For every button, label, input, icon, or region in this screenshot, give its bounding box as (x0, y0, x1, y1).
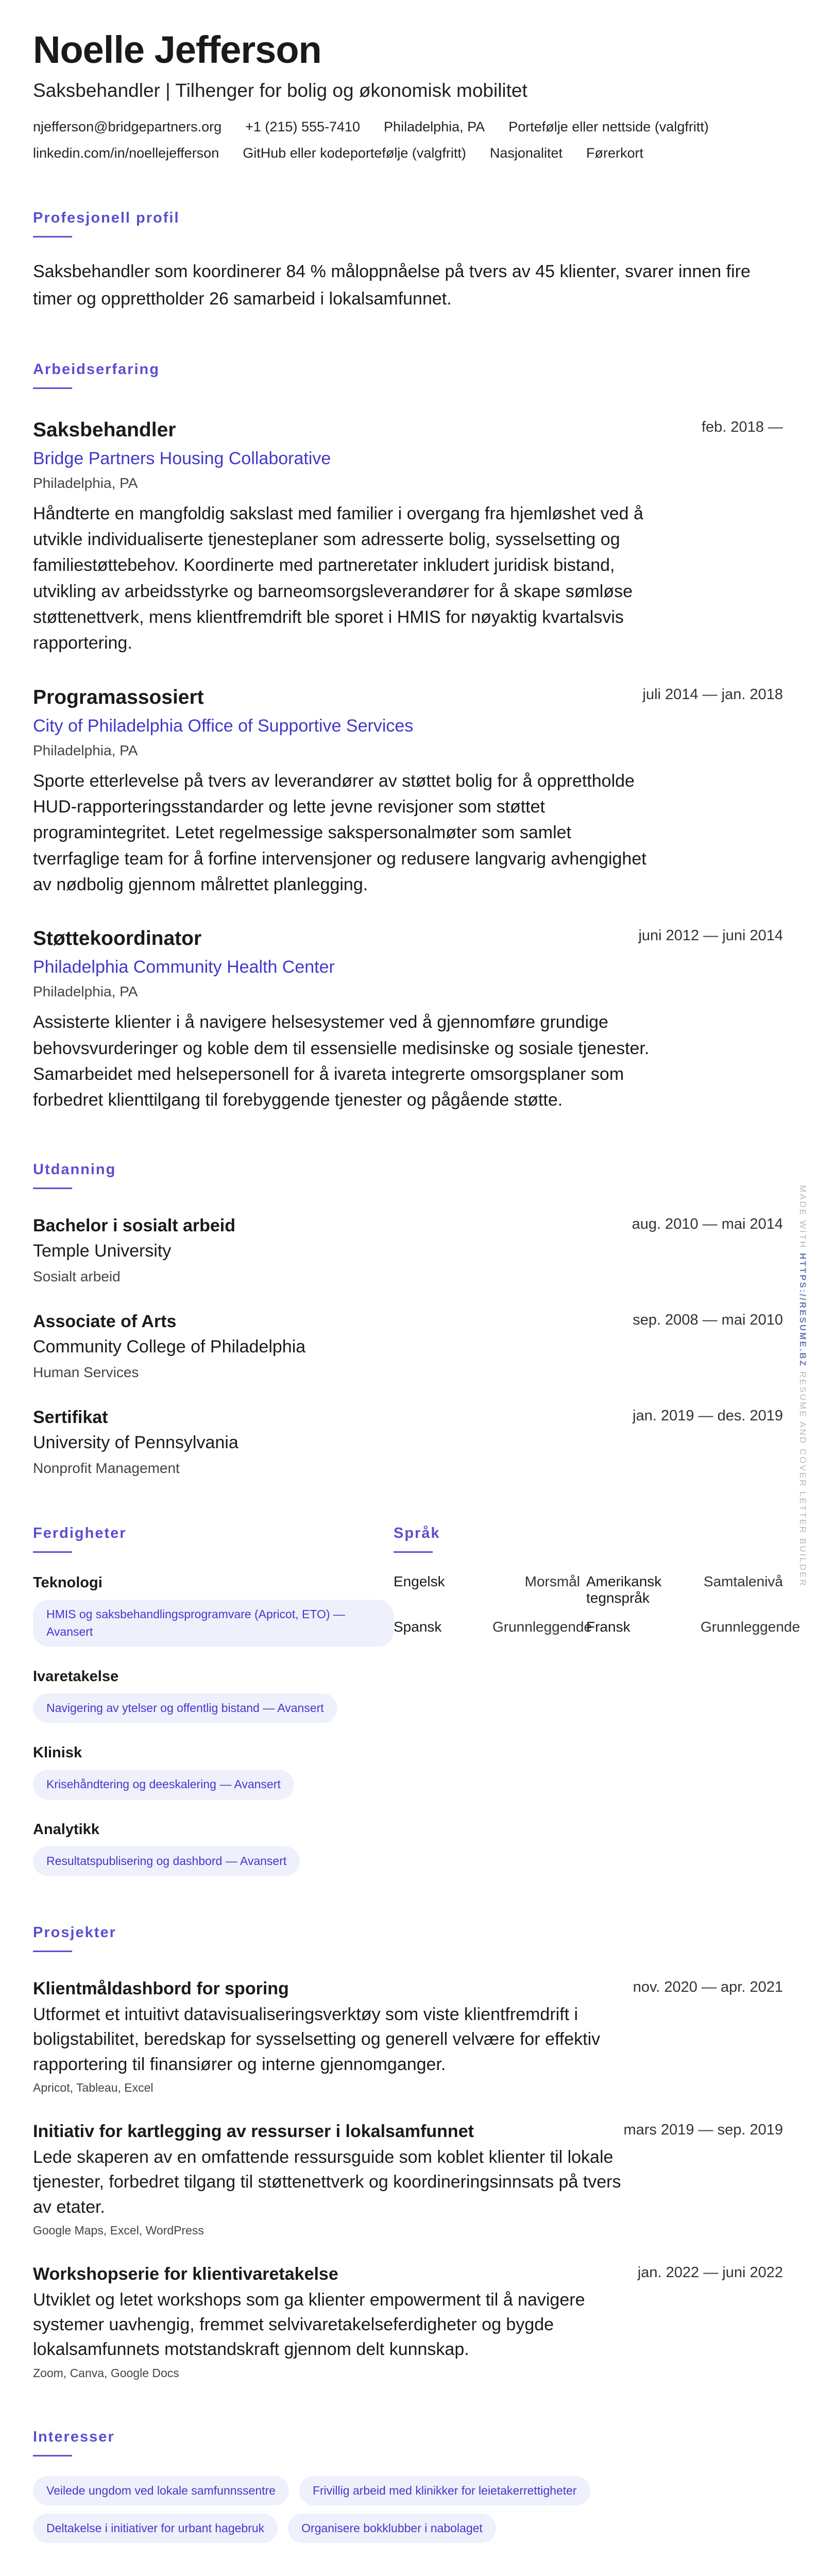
candidate-name: Noelle Jefferson (33, 28, 321, 71)
contact-list (33, 119, 775, 161)
project-description: Utviklet og letet workshops som ga klienter empowerment til å navigere systemer uavhengig, fremmet selvivaretakelseferdigheter og bygde lokalsamfunnets motstandskraft gjennom delt kunnskap. (33, 2290, 585, 2360)
job-organization[interactable]: City of Philadelphia Office of Supportive Services (33, 716, 414, 736)
skill-group (33, 1574, 394, 1647)
language-grid (394, 1573, 800, 1635)
section-divider (33, 1551, 72, 1553)
section-divider (33, 1951, 72, 1952)
languages-section (394, 1525, 800, 1876)
profile-section (33, 210, 783, 312)
section-title: Profesjonell profil (33, 210, 180, 227)
project-title: Workshopserie for klientivaretakelse (33, 2264, 338, 2284)
section-title: Arbeidserfaring (33, 361, 160, 378)
section-divider (33, 1188, 72, 1189)
builder-watermark (797, 1185, 808, 1587)
experience-section (33, 361, 783, 1113)
job-organization[interactable]: Philadelphia Community Health Center (33, 957, 335, 977)
language-level: Samtalenivå (703, 1573, 783, 1590)
contact-email[interactable]: njefferson@bridgepartners.org (33, 119, 222, 135)
projects-section (33, 1924, 783, 2380)
project-date: mars 2019 — sep. 2019 (623, 2121, 783, 2138)
interest-chip: Deltakelse i initiativer for urbant hagebruk (33, 2514, 278, 2543)
section-divider (33, 236, 72, 238)
language-level: Grunnleggende (701, 1619, 800, 1635)
education-date: jan. 2019 — des. 2019 (633, 1408, 783, 1425)
interest-chip: Veilede ungdom ved lokale samfunnssentre (33, 2476, 289, 2505)
skill-chip: Navigering av ytelser og offentlig bistand — Avansert (33, 1693, 337, 1723)
job-location: Philadelphia, PA (33, 742, 138, 758)
resume-header (33, 29, 783, 161)
interest-chip: Frivillig arbeid med klinikker for leietakerrettigheter (299, 2476, 590, 2505)
skill-group (33, 1821, 394, 1876)
education-section (33, 1161, 783, 1477)
language-name: Amerikansk tegnspråk (586, 1573, 662, 1606)
section-title: Prosjekter (33, 1924, 116, 1941)
contact-linkedin[interactable]: linkedin.com/in/noellejefferson (33, 145, 219, 161)
contact-github[interactable]: GitHub eller kodeportefølje (valgfritt) (243, 145, 466, 161)
education-entry (33, 1216, 783, 1285)
education-date: aug. 2010 — mai 2014 (632, 1216, 783, 1233)
section-title: Utdanning (33, 1161, 116, 1178)
job-date: juni 2012 — juni 2014 (638, 927, 783, 944)
contact-nationality: Nasjonalitet (489, 145, 563, 161)
job-location: Philadelphia, PA (33, 984, 138, 1000)
project-description: Lede skaperen av en omfattende ressursguide som koblet klienter til lokale tjenester, forbedret tilgang til støttenettverk og koordineringsinnsats på tvers av etater. (33, 2147, 621, 2217)
contact-portfolio[interactable]: Portefølje eller nettside (valgfritt) (508, 119, 709, 135)
section-divider (33, 387, 72, 389)
skill-chip: Krisehåndtering og deeskalering — Avansert (33, 1770, 294, 1799)
project-title: Klientmåldashbord for sporing (33, 1979, 289, 1999)
skill-category: Ivaretakelse (33, 1668, 119, 1685)
contact-phone[interactable]: +1 (215) 555-7410 (245, 119, 361, 135)
project-date: nov. 2020 — apr. 2021 (633, 1979, 783, 1996)
project-tech: Google Maps, Excel, WordPress (33, 2223, 204, 2237)
project-date: jan. 2022 — juni 2022 (637, 2264, 783, 2281)
education-school: University of Pennsylvania (33, 1433, 238, 1453)
project-entry (33, 2264, 783, 2380)
education-school: Temple University (33, 1241, 172, 1261)
job-title: Programassosiert (33, 686, 204, 708)
watermark-suffix: RESUME AND COVER LETTER BUILDER (798, 1371, 808, 1587)
job-organization[interactable]: Bridge Partners Housing Collaborative (33, 448, 331, 468)
section-divider (33, 2455, 72, 2456)
job-description: Håndterte en mangfoldig sakslast med familier i overgang fra hjemløshet ved å utvikle individualiserte tjenesteplaner som adresserte bolig, sysselsetting og familiestøttebehov. Koordinerte med partneretater inkludert juridisk bistand, utvikling av arbeidsstyrke og barneomsorgsleverandører for å skape sømløse støttenettverk, mens klientfremdrift ble sporet i HMIS for nøyaktig kvartalsvis rapportering. (33, 503, 643, 653)
education-date: sep. 2008 — mai 2010 (633, 1312, 783, 1329)
section-title: Interesser (33, 2428, 115, 2445)
project-tech: Apricot, Tableau, Excel (33, 2080, 154, 2094)
skills-section (33, 1525, 394, 1876)
contact-location: Philadelphia, PA (384, 119, 485, 135)
skill-chip: HMIS og saksbehandlingsprogramvare (Apricot, ETO) — Avansert (33, 1600, 394, 1647)
skill-group (33, 1744, 394, 1799)
education-degree: Bachelor i sosialt arbeid (33, 1216, 236, 1236)
education-school: Community College of Philadelphia (33, 1337, 306, 1357)
skill-category: Klinisk (33, 1744, 82, 1761)
education-entry (33, 1408, 783, 1477)
job-description: Assisterte klienter i å navigere helsesystemer ved å gjennomføre grundige behovsvurderinger og koble dem til essensielle medisinske og sosiale tjenester. Samarbeidet med helsepersonell for å ivareta integrerte omsorgsplaner som forbedret klienttilgang til forebyggende tjenester og pågående støtte. (33, 1012, 650, 1110)
project-entry (33, 2122, 783, 2238)
job-title: Støttekoordinator (33, 927, 202, 950)
project-entry (33, 1979, 783, 2095)
job-title: Saksbehandler (33, 418, 176, 441)
job-entry (33, 927, 783, 1113)
job-entry (33, 686, 783, 898)
skill-category: Analytikk (33, 1821, 99, 1838)
section-title: Språk (394, 1525, 440, 1542)
section-divider (394, 1551, 433, 1553)
watermark-prefix: MADE WITH (798, 1185, 808, 1249)
language-name: Spansk (394, 1619, 442, 1635)
contact-drivers-license: Førerkort (586, 145, 643, 161)
watermark-link[interactable]: HTTPS://RESUME.BZ (798, 1253, 808, 1367)
language-level: Grunnleggende (492, 1619, 592, 1635)
language-name: Fransk (586, 1619, 630, 1635)
education-field: Sosialt arbeid (33, 1268, 121, 1285)
education-field: Nonprofit Management (33, 1460, 180, 1477)
language-level: Morsmål (524, 1573, 580, 1590)
profile-summary: Saksbehandler som koordinerer 84 % måloppnåelse på tvers av 45 klienter, svarer innen fire timer og opprettholder 26 samarbeid i lokalsamfunnet. (33, 262, 751, 309)
job-date: juli 2014 — jan. 2018 (642, 686, 783, 703)
language-name: Engelsk (394, 1573, 445, 1590)
job-location: Philadelphia, PA (33, 474, 138, 491)
project-title: Initiativ for kartlegging av ressurser i lokalsamfunnet (33, 2121, 474, 2141)
skill-group (33, 1668, 394, 1723)
skills-languages-row (33, 1525, 800, 1876)
education-degree: Associate of Arts (33, 1312, 177, 1332)
interest-chip: Organisere bokklubber i nabolaget (288, 2514, 496, 2543)
project-tech: Zoom, Canva, Google Docs (33, 2366, 179, 2380)
job-entry (33, 419, 783, 656)
section-title: Ferdigheter (33, 1525, 127, 1542)
job-date: feb. 2018 — (702, 418, 783, 435)
project-description: Utformet et intuitivt datavisualiseringsverktøy som viste klientfremdrift i boligstabilitet, beredskap for sysselsetting og generell velvære for effektiv rapportering til finansiører og interne gjennomganger. (33, 2005, 601, 2074)
education-degree: Sertifikat (33, 1408, 108, 1428)
job-description: Sporte etterlevelse på tvers av leverandører av støttet bolig for å opprettholde HUD-rapporteringsstandarder og lette jevne revisjoner som støttet programintegritet. Letet regelmessige sakspersonalmøter som samlet tverrfaglige team for å forfine intervensjoner og redusere langvarig avhengighet av nødbolig gjennom målrettet planlegging. (33, 771, 646, 894)
skill-chip: Resultatspublisering og dashbord — Avansert (33, 1846, 300, 1876)
candidate-headline: Saksbehandler | Tilhenger for bolig og økonomisk mobilitet (33, 80, 527, 101)
education-field: Human Services (33, 1364, 139, 1381)
interests-section (33, 2429, 783, 2544)
skill-category: Teknologi (33, 1574, 103, 1591)
education-entry (33, 1312, 783, 1381)
interest-list (33, 2476, 703, 2544)
